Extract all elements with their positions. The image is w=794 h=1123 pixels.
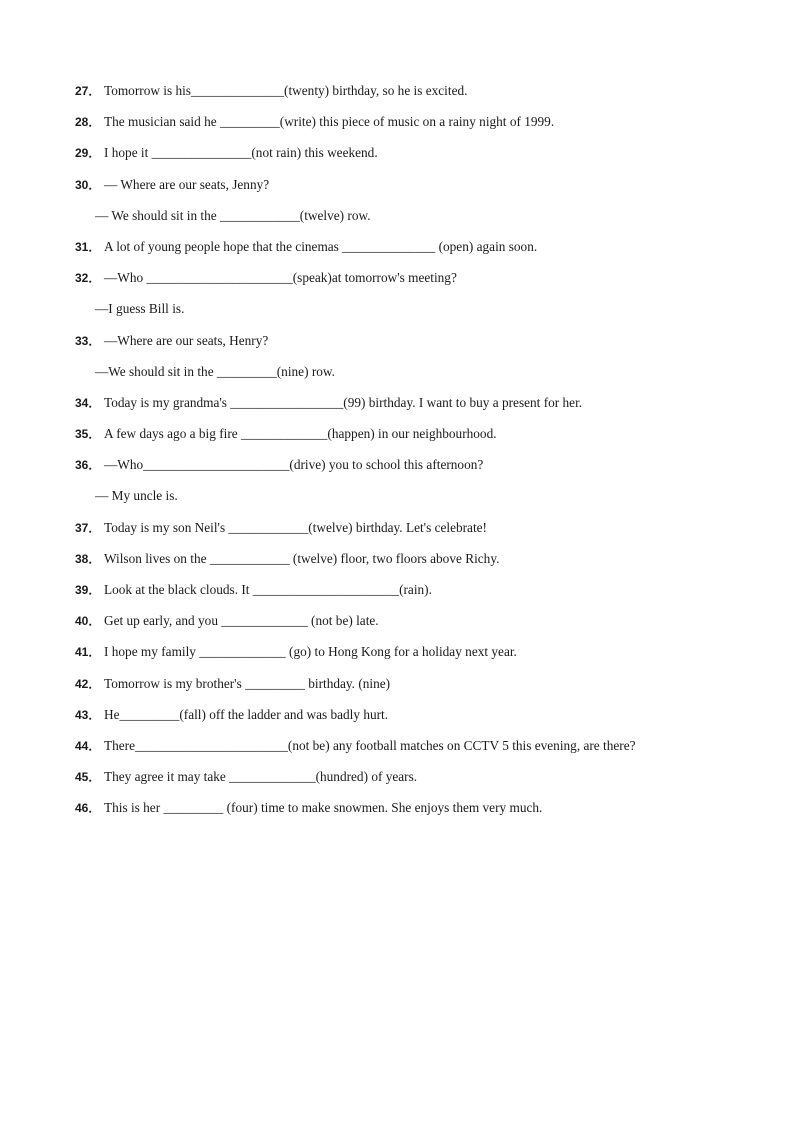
question-34 [0,392,794,423]
question-text: I hope it _______________(not rain) this weekend. [104,145,378,161]
question-number: 34． [75,395,101,410]
question-45 [0,766,794,797]
question-text: Wilson lives on the ____________ (twelve) floor, two floors above Richy. [104,550,500,566]
question-text: —Who ______________________(speak)at tomorrow's meeting? [104,270,457,286]
question-text: He_________(fall) off the ladder and was badly hurt. [104,706,389,722]
question-number: 45． [75,770,101,785]
question-40 [0,610,794,641]
question-43 [0,704,794,735]
question-number: 43． [75,707,101,722]
question-number: 31． [75,239,101,254]
question-text: —I guess Bill is. [95,301,185,317]
question-39 [0,579,794,610]
question-text: —We should sit in the _________(nine) row. [95,363,335,379]
question-text: — Where are our seats, Jenny? [104,176,270,192]
question-33 [0,330,794,361]
question-number: 27． [75,84,101,98]
question-number: 33． [75,333,101,348]
question-text: Get up early, and you _____________ (not be) late. [104,613,379,629]
question-text: They agree it may take _____________(hundred) of years. [104,769,418,785]
question-number: 44． [75,738,101,753]
question-text: This is her _________ (four) time to make snowmen. She enjoys them very much. [104,800,543,816]
question-number: 41． [75,645,101,660]
question-32-answer-line [0,298,794,329]
question-text: A lot of young people hope that the cinemas ______________ (open) again soon. [104,238,538,254]
question-41 [0,641,794,672]
question-27 [0,80,794,111]
question-number: 40． [75,614,101,629]
question-32 [0,267,794,298]
question-number: 28． [75,115,101,130]
question-28 [0,111,794,142]
question-text: Today is my son Neil's ____________(twelve) birthday. Let's celebrate! [104,519,487,535]
question-36-answer-line [0,485,794,516]
question-30-answer-line [0,205,794,236]
question-number: 32． [75,271,101,286]
question-44 [0,735,794,766]
question-number: 29． [75,146,101,161]
question-30 [0,174,794,205]
question-text: —Who______________________(drive) you to school this afternoon? [104,457,484,473]
question-text: A few days ago a big fire _____________(happen) in our neighbourhood. [104,426,497,442]
question-text: Today is my grandma's _________________(99) birthday. I want to buy a present for her. [104,394,583,410]
question-46 [0,797,794,828]
question-text: Look at the black clouds. It ______________________(rain). [104,582,432,597]
question-text: — We should sit in the ____________(twelve) row. [95,207,371,223]
question-text: —Where are our seats, Henry? [104,332,269,348]
question-37 [0,517,794,548]
question-number: 42． [75,676,101,691]
question-35 [0,423,794,454]
question-number: 38． [75,551,101,566]
question-text: The musician said he _________(write) this piece of music on a rainy night of 1999. [104,114,555,130]
question-text: I hope my family _____________ (go) to Hong Kong for a holiday next year. [104,644,517,660]
question-29 [0,142,794,173]
question-text: There_______________________(not be) any football matches on CCTV 5 this evening, are there? [104,737,636,753]
question-text: Tomorrow is my brother's _________ birthday. (nine) [104,675,391,691]
question-33-answer-line [0,361,794,392]
question-31 [0,236,794,267]
question-number: 35． [75,427,101,442]
question-42 [0,673,794,704]
question-list [0,80,794,829]
question-number: 36． [75,458,101,473]
question-number: 37． [75,520,101,535]
question-number: 30． [75,177,101,192]
question-number: 46． [75,801,101,816]
question-36 [0,454,794,485]
question-38 [0,548,794,579]
question-number: 39． [75,583,101,597]
question-text: Tomorrow is his______________(twenty) birthday, so he is excited. [104,83,468,98]
question-text: — My uncle is. [95,488,178,504]
